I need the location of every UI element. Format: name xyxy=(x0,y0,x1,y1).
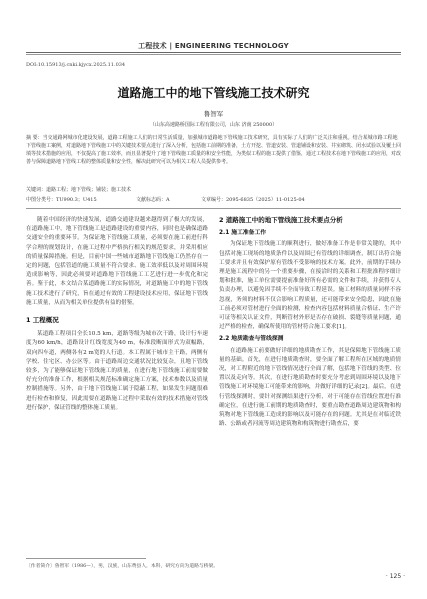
abstract-divider xyxy=(26,208,401,209)
subsection-heading-2-2: 2.2 地质勘查与管线探测 xyxy=(219,336,284,343)
introduction-text: 随着中国经济的快速发展，道路交通建设越来越得到了极大的发展，在道路施工中，地下管线施工是道路建设的重要内容，同时也是确保道路交通安全的重要环节。为保证地下管线施工质量，必须要在施工前进行科学合理的规划设计，在施工过程中严格执行相关的规范要求，并采用相应的质量保障措施。但是，目前中国一些城市道路地下管线施工仍然存在一定的问题，包括管道的施工质量不符合要求、施工效率低以及对周围环境造成影响等，因此必须要对道路地下管线施工工艺进行进一步优化和完善。鉴于此，本文结合某道路施工的实际情况，对道路施工中的地下管线施工技术进行了研究，旨在通过有效的工程建设技术应用，保证地下管线施工质量，从而为相关单位提供有益的借鉴。 xyxy=(26,217,208,306)
footnote-rule xyxy=(26,558,146,559)
section-heading-2: 2 道路施工中的地下管线施工技术要点分析 xyxy=(219,216,343,224)
left-column xyxy=(26,216,208,413)
affiliation: （山东高速路桥国际工程有限公司，山东 济南 250000） xyxy=(149,122,278,128)
header-rule-thin xyxy=(26,54,401,55)
author: 鲁智军 xyxy=(203,110,224,118)
abstract: 摘 要：当交通路网城市化建设发展，道路工程施工人们的日常生活质量，加强城市道路地下管线施工技术研究，具有实际了人们的广泛关注和重视。结合某城市路工程地下管线施工案例，对道路地下管线施工中的关键技术要点进行了深入分析，包括施工前期的准备，土方开挖、管道安装、管道铺设和安装、井室砌筑、闭水试验以及覆土回填等技术措施的应用，不仅提高了施工效率，而且显著提升了地下管线施工质量的和安全性能，为类似工程的施工提供了借鉴，通过工程技术在地下管线施工的应用，对改善与保障道路地下管线工程的整体质量和安全性，解决此研究可以为相关工程人员提供参考。 xyxy=(26,135,402,165)
subsection-heading-2-1: 2.1 施工准备工作 xyxy=(219,230,267,237)
clc-number: 中图分类号：TU990.3；U415 xyxy=(26,197,97,203)
doi: DOI:10.15913/j.cnki.kjycx.2025.11.034 xyxy=(26,62,126,68)
keywords: 关键词：道路工程；地下管线；铺装；施工技术 xyxy=(26,187,132,193)
article-title: 道路施工中的地下管线施工技术研究 xyxy=(117,86,310,100)
document-code: 文献标志码：A xyxy=(136,197,170,203)
author-footnote: 〔作者简介〕鲁智军（1986—），男，汉族，山东费县人，本科，研究方向为道路与桥梁。 xyxy=(26,564,219,569)
subsection-2-2-text: 在道路施工前要做好详细的地质勘查工作，其是保障地下管线施工质量的基础。首先，在进行地质勘查时，要全面了解工程所在区域的地质情况，对工程附近的地下管线情况进行全面了解，包括地下管线的类型、位置以及走向等。其次，在进行地质勘查时要充分考虑到周围环境以及地下管线施工对环境施工可能带来的影响，并做好详细的记录[2]。最后，在进行管线探测时，要针对探测结果进行分析，对于可能存在管线位置进行准确定位，在进行施工前期的地质勘查时，要重点勘查道路周边建筑物和构筑物对地下管线施工造成的影响以及可能存在的问题。尤其是在对临近铁路、公路或者河流等周边建筑物和构筑物进行勘查后，要 xyxy=(219,347,401,428)
right-column xyxy=(219,216,401,429)
subsection-2-1-text: 为保证地下管线施工的顺利进行，做好准备工作是非常关键的，其中包括对施工现场的地质条件以及周围已有管线的详细调查，制订出符合施工要求并且有效保护原有管线不受影响的技术方案。此外，前期的手续办理是施工流程中的另一个重要步骤，在接洽时的关系和工程批准程序细计划和批准，施工单位需要提前准备好所有必需的文件和手续，并获得专人负责办理，以避免因手续不全而导致工程延误。施工材料的质量同样不容忽视，务须的材料不仅合影响工程质量，还可能带来安全隐患，因此在施工前必须对管材进行全面的检测，检查内容包括材料质量合格证、生产许可证等相关认证文件，判断管材外形是否存在破损、裂缝等质量问题，通过严格的检查，确保所使用的管材符合施工要求[1]。 xyxy=(219,241,401,331)
section-1-text: 某道路工程项目全长10.5 km，道路等级为城市次干路，设计行车速度为60 km/h，道路设计红线宽度为40 m，标准段断面形式为双幅路，双向四车道，两侧各有2 m宽的人行道。本工程属于城市主干路，两侧有学校、住宅区、办公区等。由于道路周边交通状况比较复杂，且地下管线较多，为了能够保证地下管线施工的质量，在进行地下管线施工前需要做好充分的准备工作，根据相关规范标准确定施工方案，技术参数以及质量控制措施等。另外，由于地下管线施工属于隐蔽工程，如果发生问题很难进行检查和修复，因此需要在道路施工过程中采取有效的技术措施对管线进行保护，保证管线的整体施工质量。 xyxy=(26,331,208,411)
header-rule xyxy=(26,52,401,53)
page-number: · 125 · xyxy=(385,573,405,580)
journal-header: 工程技术 | ENGINEERING TECHNOLOGY xyxy=(138,42,289,50)
section-heading-1: 1 工程概况 xyxy=(26,316,59,325)
article-number: 文章编号：2095-6835（2025）11-0125-04 xyxy=(201,197,305,203)
